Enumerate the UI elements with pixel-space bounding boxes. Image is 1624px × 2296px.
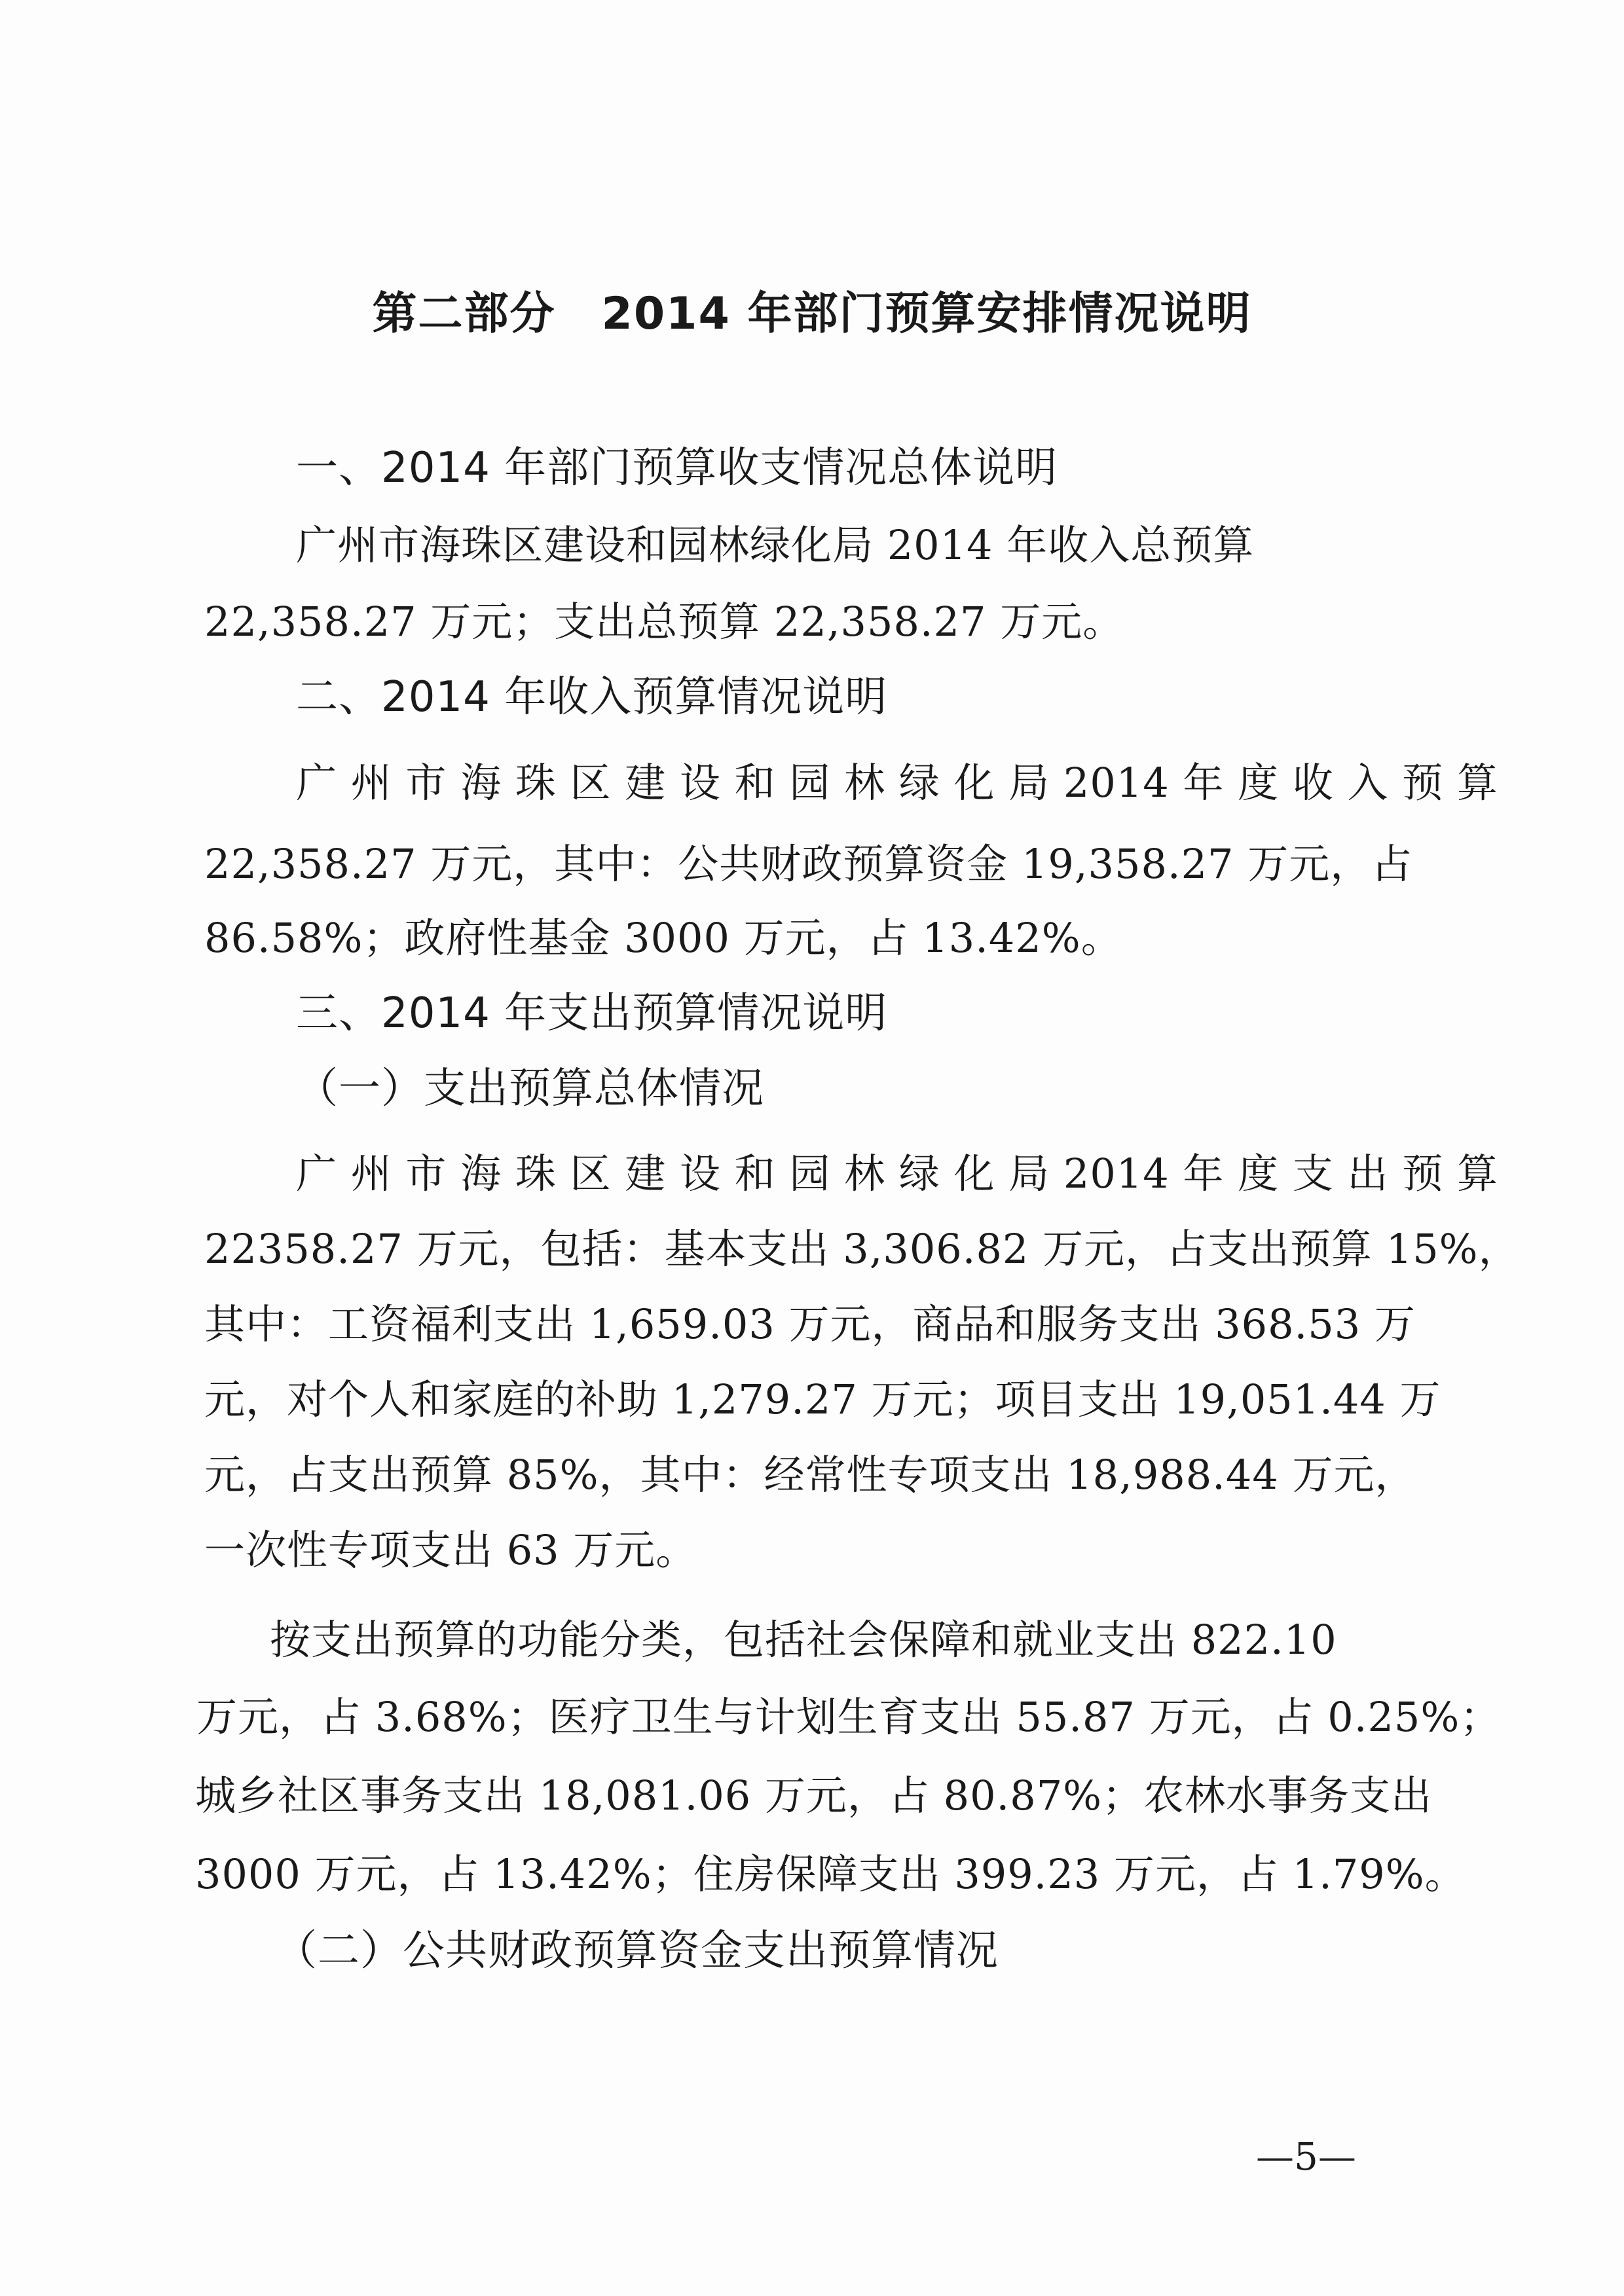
subsection-1-heading: （一）支出预算总体情况 — [296, 1065, 764, 1113]
paragraph-line: 广 州 市 海 珠 区 建 设 和 园 林 绿 化 局 2014 年 度 收 入 预 算 — [296, 759, 1498, 807]
section-2-heading: 二、2014 年收入预算情况说明 — [296, 673, 888, 721]
subsection-2-heading: （二）公共财政预算资金支出预算情况 — [275, 1927, 999, 1975]
title-text: 2014 年部门预算安排情况说明 — [601, 288, 1252, 340]
paragraph-line: 城乡社区事务支出 18,081.06 万元，占 80.87%；农林水事务支出 — [195, 1772, 1433, 1819]
paragraph-line: 86.58%；政府性基金 3000 万元，占 13.42%。 — [204, 914, 1122, 962]
page-title — [0, 278, 1624, 342]
paragraph-line: 元，占支出预算 85%，其中：经常性专项支出 18,988.44 万元， — [204, 1451, 1416, 1499]
paragraph-line: 按支出预算的功能分类，包括社会保障和就业支出 822.10 — [270, 1616, 1337, 1664]
paragraph-line: 3000 万元，占 13.42%；住房保障支出 399.23 万元，占 1.79%。 — [195, 1850, 1466, 1898]
title-part: 第二部分 — [372, 288, 556, 340]
paragraph-line: 22,358.27 万元，其中：公共财政预算资金 19,358.27 万元，占 — [204, 840, 1413, 888]
paragraph-line: 万元，占 3.68%；医疗卫生与计划生育支出 55.87 万元，占 0.25%； — [196, 1693, 1502, 1741]
paragraph-line: 广州市海珠区建设和园林绿化局 2014 年收入总预算 — [296, 521, 1255, 569]
paragraph-line: 22358.27 万元，包括：基本支出 3,306.82 万元，占支出预算 15%， — [204, 1225, 1520, 1273]
section-1-heading: 一、2014 年部门预算收支情况总体说明 — [296, 444, 1058, 492]
paragraph-line: 22,358.27 万元；支出总预算 22,358.27 万元。 — [204, 598, 1124, 646]
paragraph-line: 广 州 市 海 珠 区 建 设 和 园 林 绿 化 局 2014 年 度 支 出 预 算 — [296, 1150, 1498, 1197]
paragraph-line: 元，对个人和家庭的补助 1,279.27 万元；项目支出 19,051.44 万 — [204, 1376, 1441, 1423]
section-3-heading: 三、2014 年支出预算情况说明 — [296, 989, 888, 1038]
paragraph-line: 其中：工资福利支出 1,659.03 万元，商品和服务支出 368.53 万 — [204, 1300, 1416, 1348]
paragraph-line: 一次性专项支出 63 万元。 — [204, 1526, 697, 1574]
page-number: —5— — [1256, 2134, 1356, 2179]
